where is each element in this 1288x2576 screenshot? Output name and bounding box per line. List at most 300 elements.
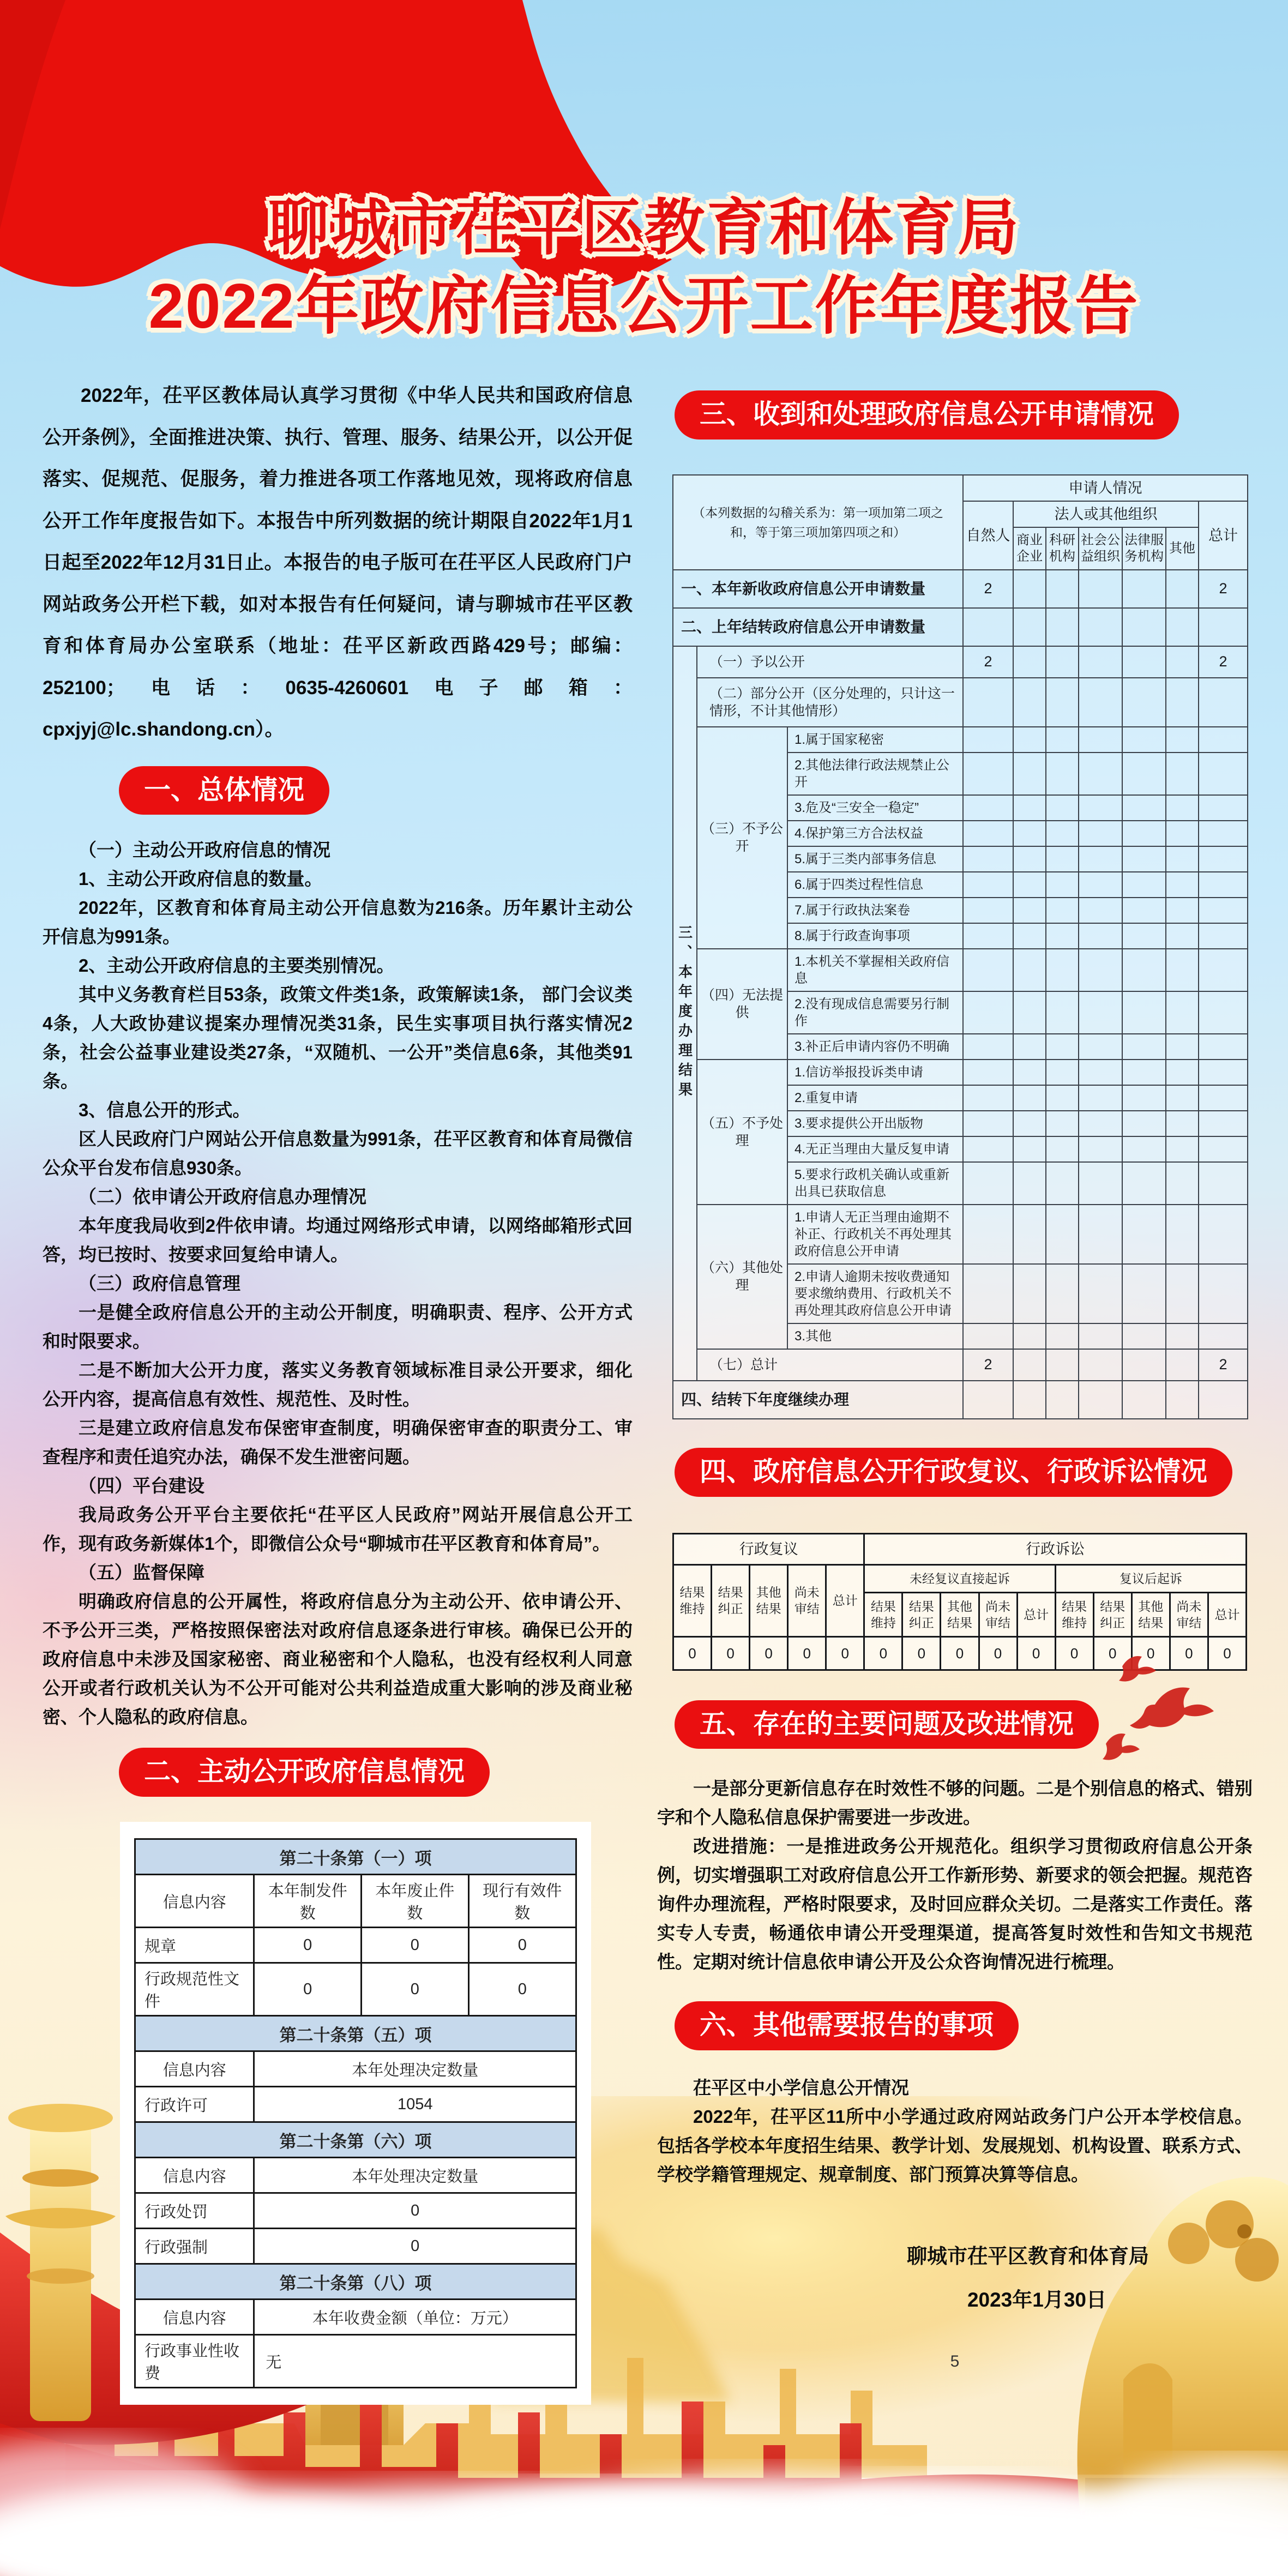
table-cell: （五）不予处理 [697,1060,787,1205]
table-cell: 本年收费金额（单位：万元） [254,2300,576,2335]
table-cell [1199,753,1248,795]
table-cell [963,1162,1013,1205]
table-cell [1079,1085,1122,1111]
table-cell [1013,1085,1046,1111]
article20-panel [120,1822,591,2405]
table-cell [1122,570,1166,608]
section-title: 六、其他需要报告的事项 [700,2011,994,2041]
table-cell: 总计 [1208,1592,1246,1636]
table-cell: 尚未审结 [788,1564,826,1636]
table-cell: 总计 [1199,501,1248,570]
table-cell: （三）不予公开 [697,727,787,949]
table-cell: 现行有效件数 [468,1875,576,1928]
table-cell: 尚未审结 [979,1592,1017,1636]
table-cell: 0 [254,1963,362,2016]
table-cell [1079,949,1122,991]
table-row [673,608,1248,646]
table-cell [1046,1034,1079,1060]
table-cell [1199,1264,1248,1323]
table-cell [1013,846,1046,872]
table-cell [963,608,1013,646]
table-cell [1166,1111,1199,1136]
table-cell: 0 [362,1928,469,1963]
table-cell: 3.危及“三安全一稳定” [787,795,963,821]
table-row [135,1839,576,1875]
table-cell [1166,646,1199,678]
table-cell [1079,1381,1122,1419]
table-row [135,2051,576,2087]
table-cell: 本年制发件数 [254,1875,362,1928]
table-cell [1013,753,1046,795]
table-cell [1079,608,1122,646]
table-cell: （七）总计 [697,1349,963,1381]
table-cell [1079,1111,1122,1136]
paragraph: （二）依申请公开政府信息办理情况 [79,1187,366,1207]
table-cell [1199,821,1248,846]
table-cell: 0 [1017,1636,1055,1670]
table-cell [1199,727,1248,753]
paragraph: 我局政务公开平台主要依托“茌平区人民政府”网站开展信息公开工作，现有政务新媒体1个，即微信公众号“聊城市茌平区教育和体育局”。 [43,1504,633,1554]
table-cell: 其他结果 [750,1564,788,1636]
table-cell [1013,1060,1046,1085]
table-cell [963,1034,1013,1060]
table-cell: 2.重复申请 [787,1085,963,1111]
table-cell [963,1085,1013,1111]
table-cell: 其他结果 [941,1592,979,1636]
table-cell: （四）无法提供 [697,949,787,1060]
table-cell [1166,898,1199,923]
table-cell [1122,608,1166,646]
table-cell: 申请人情况 [963,475,1248,501]
table-row [673,1533,1247,1564]
table-cell: 总计 [1017,1592,1055,1636]
table-cell [1122,646,1166,678]
table-cell [963,949,1013,991]
table-row [135,2229,576,2264]
table-cell [1013,923,1046,949]
table-cell: 6.属于四类过程性信息 [787,872,963,898]
table-cell [963,1060,1013,1085]
table-cell [1013,1111,1046,1136]
paragraph: （四）平台建设 [79,1476,204,1496]
table-cell [1013,1349,1046,1381]
table-cell: 总计 [826,1564,864,1636]
table-cell [1046,795,1079,821]
table-cell [1199,1085,1248,1111]
table-cell [1199,1034,1248,1060]
table-cell [1013,949,1046,991]
paragraph: （一）主动公开政府信息的情况 [79,840,330,860]
table-cell: 法律服务机构 [1122,527,1166,570]
table-cell [1122,1381,1166,1419]
table-cell: 2 [963,1349,1013,1381]
table-cell: 规章 [135,1928,254,1963]
table-cell [963,678,1013,727]
table-cell: 行政诉讼 [864,1533,1247,1564]
table-cell [963,1205,1013,1264]
table-cell: 行政处罚 [135,2193,254,2229]
table-cell: 1.属于国家秘密 [787,727,963,753]
table-cell: 0 [1170,1636,1208,1670]
table-cell [1013,821,1046,846]
table-cell [1199,991,1248,1034]
table-cell [1199,1136,1248,1162]
table-cell [1013,898,1046,923]
table-cell: 8.属于行政查询事项 [787,923,963,949]
paragraph: 1、主动公开政府信息的数量。 [79,869,323,889]
paragraph: 茌平区中小学信息公开情况 [693,2078,909,2098]
table-cell: 无 [254,2335,576,2388]
table-cell: 2 [1199,570,1248,608]
table-cell [1199,795,1248,821]
table-cell [1122,678,1166,727]
table-cell [1122,1323,1166,1349]
paragraph: 区人民政府门户网站公开信息数量为991条，茌平区教育和体育局微信公众平台发布信息930条。 [43,1129,633,1178]
table-cell: 信息内容 [135,2158,254,2193]
table-row [673,570,1248,608]
table-cell [1013,1381,1046,1419]
table-cell: 1054 [254,2087,576,2122]
table-cell: 结果纠正 [712,1564,750,1636]
table-cell [1079,753,1122,795]
paragraph: （三）政府信息管理 [79,1273,240,1294]
table-cell [1166,1034,1199,1060]
table-cell [1166,1162,1199,1205]
table-cell [1046,949,1079,991]
table-cell: 2.申请人逾期未按收费通知要求缴纳费用、行政机关不再处理其政府信息公开申请 [787,1264,963,1323]
table-cell [1079,1162,1122,1205]
table-cell [1013,991,1046,1034]
section-header-other-matters [675,2001,1019,2050]
review-litigation-table [672,1533,1247,1671]
table-cell [1013,727,1046,753]
table-cell: 0 [254,2229,576,2264]
table-row [135,2335,576,2388]
table-row [673,1205,1248,1264]
table-cell: 行政强制 [135,2229,254,2264]
table-cell [1013,570,1046,608]
table-cell [963,872,1013,898]
table-cell: 0 [1208,1636,1246,1670]
section-header-problems [675,1700,1099,1749]
table-row [135,1875,576,1928]
table-cell [1199,923,1248,949]
table-cell: 本年废止件数 [362,1875,469,1928]
table-cell [1013,1205,1046,1264]
table-cell [1013,1323,1046,1349]
table-cell: 未经复议直接起诉 [864,1564,1055,1592]
table-cell [1166,846,1199,872]
table-row [673,727,1248,753]
table-row [135,1928,576,1963]
table-cell [963,795,1013,821]
table-cell [1122,991,1166,1034]
table-cell [1046,727,1079,753]
table-cell: 2 [1199,1349,1248,1381]
table-cell: 1.申请人无正当理由逾期不补正、行政机关不再处理其政府信息公开申请 [787,1205,963,1264]
table-cell [963,1264,1013,1323]
table-cell [1079,1060,1122,1085]
table-cell [1199,678,1248,727]
table-cell: 0 [254,1928,362,1963]
table-cell [1199,949,1248,991]
paragraph: 2022年，区教育和体育局主动公开信息数为216条。历年累计主动公开信息为991条。 [43,898,633,947]
table-cell [1166,1349,1199,1381]
table-cell [1046,898,1079,923]
table-cell [963,898,1013,923]
table-cell [1013,1034,1046,1060]
table-cell [1166,1085,1199,1111]
table-cell [1199,898,1248,923]
table-cell [963,1136,1013,1162]
table-cell [1079,1323,1122,1349]
table-cell: 0 [826,1636,864,1670]
table-cell: 二、上年结转政府信息公开申请数量 [673,608,963,646]
table-cell: 结果纠正 [1093,1592,1131,1636]
s6-paragraphs [657,2073,1253,2189]
table-cell: 法人或其他组织 [1013,501,1199,527]
left-column [43,375,633,2405]
table-cell: 1.本机关不掌握相关政府信息 [787,949,963,991]
table-cell [1166,608,1199,646]
table-cell [1199,1381,1248,1419]
table-cell: 其他结果 [1131,1592,1170,1636]
table-cell [963,727,1013,753]
table-cell [1046,923,1079,949]
table-cell: 复议后起诉 [1055,1564,1246,1592]
table-cell [1166,923,1199,949]
table-cell [963,1111,1013,1136]
table-cell [1122,923,1166,949]
table-cell [1199,1205,1248,1264]
table-cell [1046,646,1079,678]
table-cell [1079,795,1122,821]
table-row [673,1060,1248,1085]
table-cell [1046,991,1079,1034]
table-row [135,2264,576,2300]
table-cell [1013,678,1046,727]
table-cell [1122,1264,1166,1323]
table-cell: （六）其他处理 [697,1205,787,1349]
table-cell [1122,727,1166,753]
table-cell: 信息内容 [135,2051,254,2087]
table-cell [1046,1136,1079,1162]
table-cell [1046,1060,1079,1085]
table-cell [1122,821,1166,846]
table-cell [1166,949,1199,991]
table-cell [1079,1264,1122,1323]
table-row [673,678,1248,727]
intro-paragraph: 2022年，茌平区教体局认真学习贯彻《中华人民共和国政府信息公开条例》，全面推进决策、执行、管理、服务、结果公开，以公开促落实、促规范、促服务，着力推进各项工作落地见效，现将政府信息公开工作年度报告如下。本报告中所列数据的统计期限自2022年1月1日起至2022年12月31日止。本报告的电子版可在茌平区人民政府门户网站政务公开栏下载，如对本报告有任何疑问，请与聊城市茌平区教育和体育局办公室联系（地址：茌平区新政西路429号；邮编：252100；电话：0635-4260601电子邮箱：cpxjyj@lc.shandong.cn）。 [43,385,633,740]
table-cell [1046,1111,1079,1136]
table-cell [963,1381,1013,1419]
s1-paragraphs [43,835,633,1731]
table-cell [1013,795,1046,821]
table-cell [1122,898,1166,923]
table-cell [1046,1264,1079,1323]
signature-org: 聊城市茌平区教育和体育局 [907,2245,1149,2268]
table-cell [1166,678,1199,727]
table-cell: 第二十条第（五）项 [135,2016,576,2051]
table-cell: 第二十条第（八）项 [135,2264,576,2300]
table-cell: 结果维持 [864,1592,902,1636]
table-row [135,2122,576,2158]
table-row [135,2300,576,2335]
table-cell [1122,949,1166,991]
table-row [135,2158,576,2193]
table-cell [1079,1349,1122,1381]
table-cell: 2.没有现成信息需要另行制作 [787,991,963,1034]
table-cell [1013,872,1046,898]
table-cell [1046,678,1079,727]
table-cell [1166,795,1199,821]
table-cell [1122,872,1166,898]
table-cell [1122,1136,1166,1162]
title-line-2: 2022年政府信息公开工作年度报告 [148,270,1140,341]
table-cell: 2.其他法律行政法规禁止公开 [787,753,963,795]
table-cell [1079,727,1122,753]
table-cell [1199,1111,1248,1136]
table-cell: 3.要求提供公开出版物 [787,1111,963,1136]
paragraph: 2、主动公开政府信息的主要类别情况。 [79,955,395,976]
table-cell: 5.要求行政机关确认或重新出具已获取信息 [787,1162,963,1205]
title-line-1: 聊城市茌平区教育和体育局 [268,194,1020,262]
table-cell: 5.属于三类内部事务信息 [787,846,963,872]
section-header-proactive-disclosure [119,1748,490,1797]
table-cell: 0 [362,1963,469,2016]
paragraph: 改进措施：一是推进政务公开规范化。组织学习贯彻政府信息公开条例，切实增强职工对政府信息公开工作新形势、新要求的领会把握。规范咨询件办理流程，严格时限要求，及时回应群众关切。二是落实工作责任。落实专人专责，畅通依申请公开受理渠道，提高答复时效性和告知文书规范性。定期对统计信息依申请公开及公众咨询情况进行梳理。 [657,1836,1253,1972]
table-cell [1079,846,1122,872]
table-cell [1046,570,1079,608]
table-cell: 尚未审结 [1170,1592,1208,1636]
table-cell: 1.信访举报投诉类申请 [787,1060,963,1085]
section-title: 二、主动公开政府信息情况 [144,1757,465,1787]
table-cell [1079,570,1122,608]
requests-table [672,474,1248,1419]
section-title: 一、总体情况 [144,775,305,805]
table-cell [1079,646,1122,678]
table-cell: 4.保护第三方合法权益 [787,821,963,846]
table-cell: （本列数据的勾稽关系为：第一项加第二项之和，等于第三项加第四项之和） [673,475,963,570]
table-cell [1199,1060,1248,1085]
table-cell [1122,1034,1166,1060]
table-cell [1013,1264,1046,1323]
table-cell [1166,1060,1199,1085]
table-cell [1199,872,1248,898]
table-cell [1166,753,1199,795]
table-cell [1013,1162,1046,1205]
section-title: 四、政府信息公开行政复议、行政诉讼情况 [700,1456,1208,1486]
table-cell: （二）部分公开（区分处理的，只计这一情形，不计其他情形） [697,678,963,727]
paragraph: 本年度我局收到2件依申请。均通过网络形式申请，以网络邮箱形式回答，均已按时、按要求回复给申请人。 [43,1215,633,1265]
table-cell [1046,1381,1079,1419]
table-cell [963,1323,1013,1349]
table-cell [1013,1136,1046,1162]
table-cell: 信息内容 [135,2300,254,2335]
table-cell: 第二十条第（六）项 [135,2122,576,2158]
table-cell: 0 [902,1636,941,1670]
table-cell [1199,1162,1248,1205]
table-cell: 3.补正后申请内容仍不明确 [787,1034,963,1060]
table-row [135,2087,576,2122]
article20-table [134,1838,577,2388]
table-cell [1079,678,1122,727]
table-cell: 结果纠正 [902,1592,941,1636]
table-cell [1046,1085,1079,1111]
table-cell [963,991,1013,1034]
table-cell [1046,608,1079,646]
table-cell [1166,1136,1199,1162]
paragraph: 一是部分更新信息存在时效性不够的问题。二是个别信息的格式、错别字和个人隐私信息保护需要进一步改进。 [657,1778,1253,1828]
table-cell: 行政复议 [673,1533,864,1564]
table-cell [1046,1162,1079,1205]
table-cell: 行政规范性文件 [135,1963,254,2016]
table-row [135,1963,576,2016]
table-cell: 社会公益组织 [1079,527,1122,570]
page-number: 5 [950,2352,960,2371]
table-row [673,949,1248,991]
table-cell [1079,821,1122,846]
table-cell: 0 [750,1636,788,1670]
table-cell [1046,753,1079,795]
table-cell [1122,1205,1166,1264]
section-header-overview [119,766,329,815]
section-title: 三、收到和处理政府信息公开申请情况 [700,400,1154,429]
table-cell [1079,923,1122,949]
table-cell [1122,795,1166,821]
table-cell: 一、本年新收政府信息公开申请数量 [673,570,963,608]
table-cell [1166,1264,1199,1323]
table-cell: 2 [1199,646,1248,678]
table-cell [1013,646,1046,678]
table-cell: 0 [673,1636,712,1670]
table-cell: 科研机构 [1046,527,1079,570]
table-row [135,2016,576,2051]
paragraph: 一是健全政府信息公开的主动公开制度，明确职责、程序、公开方式和时限要求。 [43,1302,633,1352]
table-cell [1166,727,1199,753]
table-cell [1046,1205,1079,1264]
section-title: 五、存在的主要问题及改进情况 [700,1709,1074,1739]
table-cell: 本年处理决定数量 [254,2051,576,2087]
table-cell: 0 [468,1963,576,2016]
table-cell [963,753,1013,795]
table-cell: 行政许可 [135,2087,254,2122]
table-cell: 0 [1055,1636,1093,1670]
table-cell: 4.无正当理由大量反复申请 [787,1136,963,1162]
table-row [135,2193,576,2229]
table-cell: 其他 [1166,527,1199,570]
section-header-review-litigation [675,1448,1232,1497]
table-cell [1199,1323,1248,1349]
table-cell: 商业企业 [1013,527,1046,570]
table-cell [963,846,1013,872]
table-cell [1166,872,1199,898]
table-cell [1046,1349,1079,1381]
right-column [657,388,1253,2371]
table-cell: 结果维持 [1055,1592,1093,1636]
dove-icon [1091,1652,1227,1783]
table-cell: 第二十条第（一）项 [135,1839,576,1875]
table-cell [1166,821,1199,846]
table-cell: 结果维持 [673,1564,712,1636]
table-row [673,1381,1248,1419]
section-header-requests [675,390,1179,440]
table-cell [963,821,1013,846]
table-cell [1079,1205,1122,1264]
table-row [673,1564,1247,1592]
table-cell [963,923,1013,949]
paragraph: 二是不断加大公开力度，落实义务教育领域标准目录公开要求，细化公开内容，提高信息有效性、规范性、及时性。 [43,1360,633,1410]
